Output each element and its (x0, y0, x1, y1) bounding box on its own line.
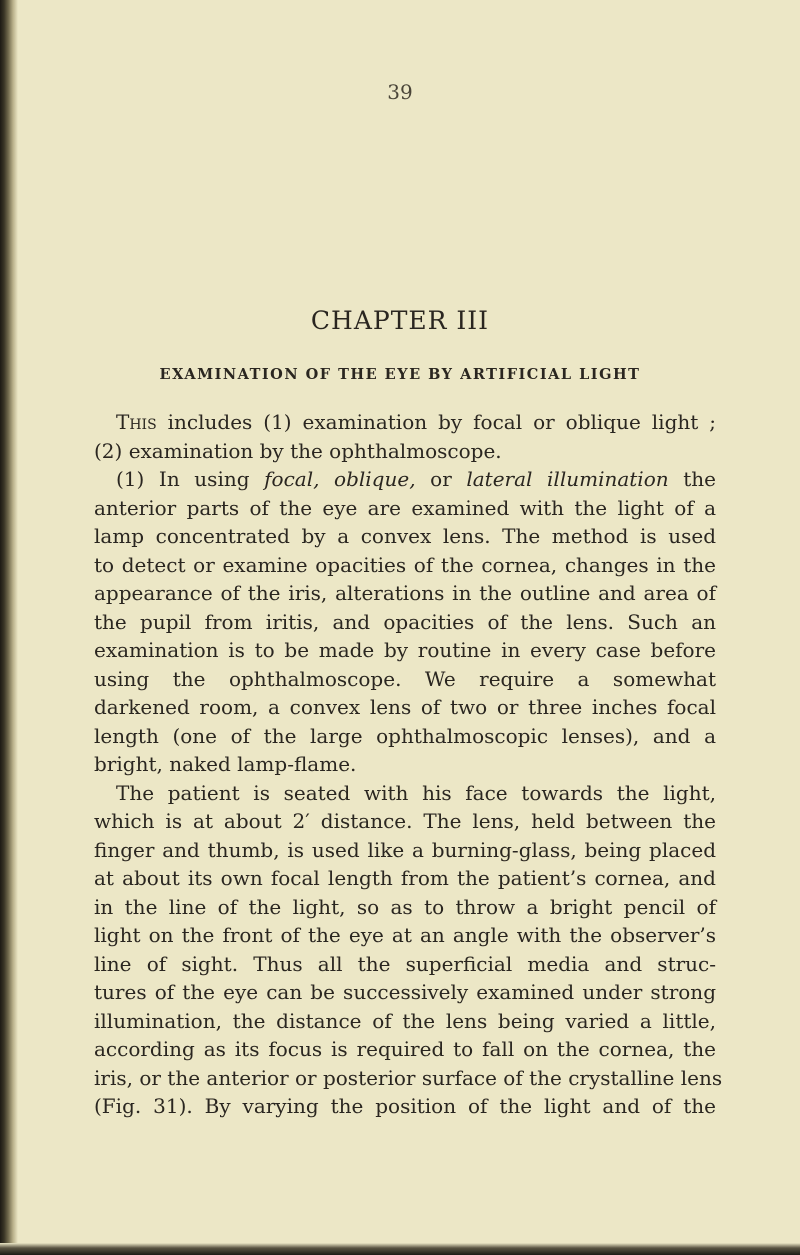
chapter-subtitle: EXAMINATION OF THE EYE BY ARTIFICIAL LIGHT (159, 366, 641, 383)
text-line: examination is to be made by routine in every case before (94, 638, 716, 662)
text-line: line of sight. Thus all the superficial media and struc- (94, 951, 716, 976)
text-line: light on the front of the eye at an angle with the observer’s (94, 923, 716, 947)
body-text (94, 408, 723, 1121)
text-line: anterior parts of the eye are examined with the light of a (94, 495, 716, 520)
emphasis-text: focal, oblique, (264, 467, 416, 491)
text-line: (Fig. 31). By varying the position of the light and of the (94, 1094, 716, 1118)
text-line: according as its focus is required to fall on the cornea, the (94, 1037, 716, 1061)
text-line: appearance of the iris, alterations in the outline and area of (94, 581, 716, 605)
emphasis-text: lateral illumination (466, 467, 669, 491)
book-binding-edge (0, 0, 18, 1255)
text-line: illumination, the distance of the lens being varied a little, (94, 1008, 716, 1033)
text-line: lamp concentrated by a convex lens. The method is used (94, 524, 716, 548)
text-line: to detect or examine opacities of the cornea, changes in the (94, 552, 716, 577)
text-line: The patient is seated with his face towards the light, (116, 780, 716, 805)
text-line: length (one of the large ophthalmoscopic lenses), and a (94, 723, 716, 748)
text-line: iris, or the anterior or posterior surface of the crystalline lens (94, 1065, 723, 1090)
text-line: in the line of the light, so as to throw a bright pencil of (94, 894, 716, 919)
lead-word: This (116, 410, 157, 434)
text-line: (1) In using focal, oblique, or lateral illumination the (116, 467, 716, 491)
text-line: the pupil from iritis, and opacities of the lens. Such an (94, 609, 716, 634)
paragraph-1 (94, 408, 716, 465)
text-line: tures of the eye can be successively examined under strong (94, 980, 716, 1004)
text-line: using the ophthalmoscope. We require a somewhat (94, 666, 716, 691)
paragraph-2 (94, 465, 716, 779)
text-line: at about its own focal length from the patient’s cornea, and (94, 866, 716, 890)
text-line: bright, naked lamp-flame. (94, 752, 357, 776)
text-line: finger and thumb, is used like a burning-glass, being placed (94, 837, 716, 862)
page-bottom-edge (0, 1243, 800, 1255)
text-line: (2) examination by the ophthalmoscope. (94, 438, 502, 463)
text-line: This includes (1) examination by focal or oblique light ; (116, 410, 716, 434)
text-line: darkened room, a convex lens of two or three inches focal (94, 695, 716, 719)
text-line: which is at about 2′ distance. The lens, held between the (94, 809, 716, 833)
page-number: 39 (387, 80, 413, 104)
paragraph-3 (94, 779, 723, 1121)
chapter-title: CHAPTER III (310, 306, 490, 335)
